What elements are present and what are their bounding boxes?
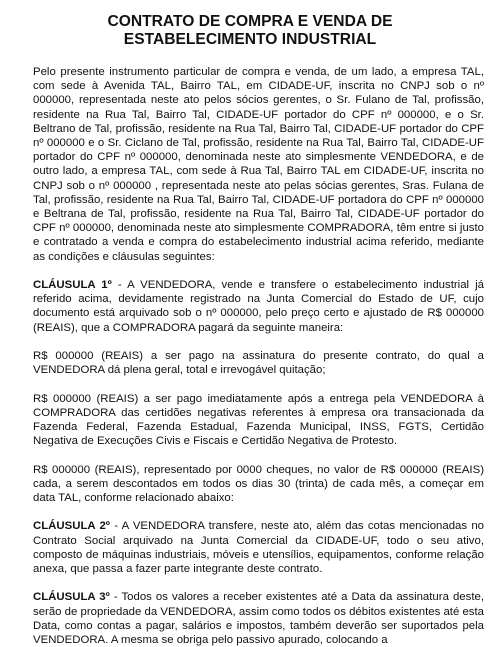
clause-3-paragraph [33,590,484,647]
clause-3-label: CLÁUSULA 3º [33,591,110,604]
payment-2-paragraph: R$ 000000 (REAIS) a ser pago imediatamente após a entrega pela VENDEDORA à COMPRADORA das certidões negativas referentes à empresa ora transacionada da Fazenda Federal, Fazenda Estadual, Fazenda Municipal, INSS, FGTS, Certidão Negativa de Execuções Civis e Fiscais e Certidão Negativa de Protesto. [33,392,484,448]
payment-1-paragraph: R$ 000000 (REAIS) a ser pago na assinatura do presente contrato, do qual a VENDEDORA dá plena geral, total e irrevogável quitação; [33,350,484,377]
clause-1-label: CLÁUSULA 1º [33,279,112,292]
clause-1-paragraph [33,278,484,335]
clause-2-paragraph [33,519,484,576]
clause-2-label: CLÁUSULA 2º [33,520,110,533]
intro-paragraph: Pelo presente instrumento particular de compra e venda, de um lado, a empresa TAL, com sede à Avenida TAL, Bairro TAL, em CIDADE-UF, inscrita no CNPJ sob o nº 000000, representada neste ato pelos sócios gerentes, o Sr. Fulano de Tal, profissão, residente na Rua Tal, Bairro Tal, CIDADE-UF portador do CPF nº 000000, e o Sr. Beltrano de Tal, profissão, residente na Rua Tal, Bairro Tal, CIDADE-UF portador do CPF nº 000000 e o Sr. Ciclano de Tal, profissão, residente na Rua Tal, Bairro Tal, CIDADE-UF portador do CPF nº 000000, denominada neste ato simplesmente VENDEDORA, e de outro lado, a empresa TAL, com sede à Rua Tal, Bairro TAL em CIDADE-UF, inscrita no CNPJ sob o nº 000000 , representada neste ato pelas sócias gerentes, Sras. Fulana de Tal, profissão, residente na Rua Tal, Bairro Tal, CIDADE-UF portadora do CPF nº 000000 e Beltrana de Tal, profissão, residente na Rua Tal, Bairro Tal, CIDADE-UF portador do CPF nº 000000, denominada neste ato simplesmente COMPRADORA, têm entre si justo e contratado a venda e compra do estabelecimento industrial acima referido, mediante as condições e cláusulas seguintes: [33,66,484,263]
clause-3-text: - Todos os valores a receber existentes até a Data da assinatura deste, serão de propriedade da VENDEDORA, assim como todos os débitos existentes até esta Data, como contas a pagar, salários e impostos, também deverão ser suportados pela VENDEDORA. A mesma se obriga pelo passivo apurado, colocando a [33,591,484,647]
clause-1-text: - A VENDEDORA, vende e transfere o estabelecimento industrial já referido acima, devidamente registrado na Junta Comercial do Estado de UF, cujo documento está arquivado sob o nº 000000, pelo preço certo e ajustado de R$ 000000 (REAIS), que a COMPRADORA pagará da seguinte maneira: [33,279,484,334]
document-title: CONTRATO DE COMPRA E VENDA DE ESTABELECIMENTO INDUSTRIAL [107,13,393,48]
document-body [33,65,484,647]
payment-3-paragraph: R$ 000000 (REAIS), representado por 0000 cheques, no valor de R$ 000000 (REAIS) cada, a serem descontados em todos os dias 30 (trinta) de cada mês, a começar em data TAL, conforme relacionado abaixo: [33,463,484,505]
clause-2-text: - A VENDEDORA transfere, neste ato, além das cotas mencionadas no Contrato Social arquivado na Junta Comercial da CIDADE-UF, todo o seu ativo, composto de máquinas industriais, móveis e utensílios, equipamentos, conforme relação anexa, que passa a fazer parte integrante deste contrato. [33,520,484,576]
